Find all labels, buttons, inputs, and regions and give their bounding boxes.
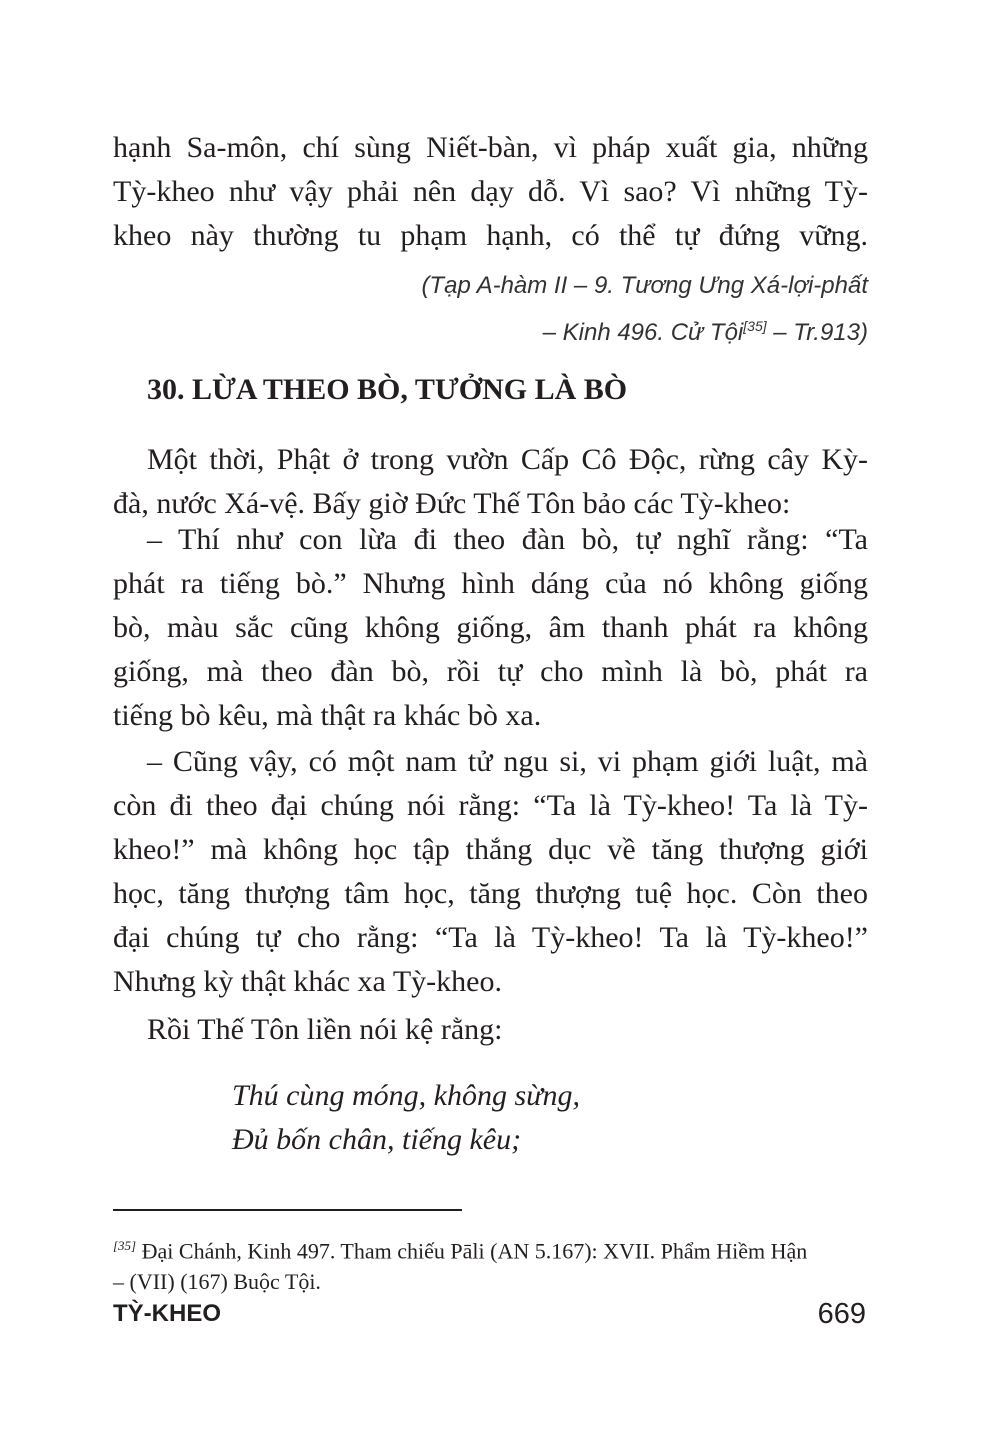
section-heading: 30. LỪA THEO BÒ, TƯỞNG LÀ BÒ — [147, 373, 628, 406]
text-line: Nhưng kỳ thật khác xa Tỳ-kheo. — [113, 965, 502, 998]
running-footer-title: TỲ-KHEO — [113, 1300, 221, 1327]
text-line: – Thí như con lừa đi theo đàn bò, tự nghĩ rằng: “Ta — [147, 523, 868, 556]
footnote-text: Đại Chánh, Kinh 497. Tham chiếu Pāli (AN 5.167): XVII. Phẩm Hiềm Hận — [136, 1238, 808, 1264]
text-line: kheo này thường tu phạm hạnh, có thể tự đứng vững. — [113, 219, 868, 252]
text-line: Tỳ-kheo như vậy phải nên dạy dỗ. Vì sao? Vì những Tỳ- — [113, 175, 868, 208]
footnote-text: – (VII) (167) Buộc Tội. — [113, 1269, 321, 1295]
text-line: đại chúng tự cho rằng: “Ta là Tỳ-kheo! Ta là Tỳ-kheo!” — [113, 921, 868, 954]
text-line: phát ra tiếng bò.” Nhưng hình dáng của nó không giống — [113, 567, 868, 600]
text-line: hạnh Sa-môn, chí sùng Niết-bàn, vì pháp xuất gia, những — [113, 131, 868, 164]
page-number: 669 — [817, 1298, 866, 1330]
paragraph-2 — [113, 518, 868, 738]
text-line: giống, mà theo đàn bò, rồi tự cho mình là bò, phát ra — [113, 655, 868, 688]
paragraph-4 — [113, 1008, 868, 1052]
footnote — [113, 1230, 873, 1297]
text-line: kheo!” mà không học tập thắng dục về tăng thượng giới — [113, 833, 868, 866]
footnote-ref[interactable]: [35] — [743, 318, 767, 334]
text-line: tiếng bò kêu, mà thật ra khác bò xa. — [113, 699, 542, 732]
text-line: đà, nước Xá-vệ. Bấy giờ Đức Thế Tôn bảo các Tỳ-kheo: — [113, 487, 791, 520]
text-line: học, tăng thượng tâm học, tăng thượng tuệ học. Còn theo — [113, 877, 868, 910]
citation — [421, 266, 868, 353]
text-line: còn đi theo đại chúng nói rằng: “Ta là Tỳ-kheo! Ta là Tỳ- — [113, 789, 868, 822]
continuation-paragraph — [113, 126, 868, 258]
verse-line: Đủ bốn chân, tiếng kêu; — [232, 1123, 522, 1156]
footnote-number: [35] — [113, 1238, 137, 1253]
citation-line-1: (Tạp A-hàm II – 9. Tương Ưng Xá-lợi-phất — [421, 272, 868, 299]
text-line: Một thời, Phật ở trong vườn Cấp Cô Độc, rừng cây Kỳ- — [147, 443, 868, 476]
citation-text: – Kinh 496. Cử Tội — [542, 319, 744, 346]
footnote-divider — [113, 1209, 462, 1211]
paragraph-3 — [113, 740, 868, 1004]
text-line: bò, màu sắc cũng không giống, âm thanh phát ra không — [113, 611, 868, 644]
paragraph-1 — [113, 438, 868, 526]
text-line: – Cũng vậy, có một nam tử ngu si, vi phạm giới luật, mà — [147, 745, 868, 778]
verse — [232, 1074, 580, 1162]
text-line: Rồi Thế Tôn liền nói kệ rằng: — [147, 1013, 503, 1046]
citation-text: – Tr.913) — [766, 319, 868, 346]
citation-line-2 — [421, 306, 868, 353]
verse-line: Thú cùng móng, không sừng, — [232, 1079, 581, 1112]
